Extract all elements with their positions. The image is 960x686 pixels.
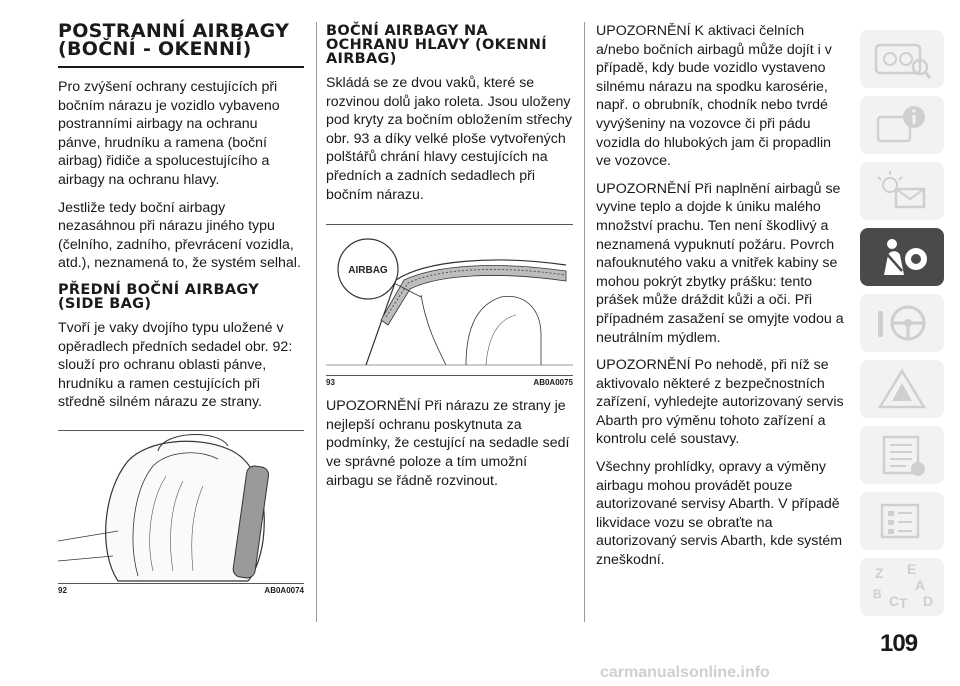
maintenance-list-icon [872, 433, 932, 477]
page-number: 109 [880, 630, 918, 657]
index-letter: A [915, 577, 926, 593]
index-letter: E [907, 562, 917, 577]
index-letter: C [889, 593, 900, 609]
subheading-front-side-bags: PŘEDNÍ BOČNÍ AIRBAGY (SIDE BAG) [58, 281, 260, 312]
warning-lights-icon [872, 169, 932, 213]
warning-paragraph: UPOZORNĚNÍ K aktivaci čelních a/nebo bočních airbagů může dojít i v případě, kdy bude vozidlo vystaveno silnému nárazu na spodku karosérie, např. o obrubník, chodník nebo tvrdé vyvýšeniny na vozovce či při pádu vozidla do hlubokých jam či propadlin ve vozovce. [596, 23, 832, 170]
figure-92 [58, 430, 304, 595]
steering-wheel-icon [872, 301, 932, 345]
section-heading-side-airbags: POSTRANNÍ AIRBAGY (BOČNÍ - OKENNÍ) [58, 20, 290, 60]
figure-caption [326, 378, 573, 387]
paragraph: Skládá se ze dvou vaků, které se rozvinou dolů jako roleta. Jsou uloženy pod kryty za bočním obložením střechy obr. 93 a díky velké ploše vytvořených polštářů chrání hlavy cestujících na předních a zadních sedadlech při bočním nárazu. [326, 75, 573, 203]
chapter-tab-index[interactable] [860, 558, 944, 616]
airbag-badge-label: AIRBAG [348, 265, 388, 277]
seatbelt-airbag-icon [872, 235, 932, 279]
chapter-tab-warnings[interactable] [860, 162, 944, 220]
heading-rule [58, 66, 304, 68]
warning-paragraph: UPOZORNĚNÍ Po nehodě, při níž se aktivovalo některé z bezpečnostních zařízení, vyhledejte autorizovaný servis Abarth pro výměnu tohoto zařízení a kontrolu celé soustavy. [596, 357, 844, 448]
technical-data-icon [872, 499, 932, 543]
chapter-tab-dashboard[interactable] [860, 30, 944, 88]
figure-bottom-rule [58, 583, 304, 584]
column-divider [316, 22, 317, 622]
paragraph: Tvoří je vaky dvojího typu uložené v opěradlech předních sedadel obr. 92: slouží pro ochranu oblasti pánve, hrudníku a ramen cestujících při středně silném nárazu ze strany. [58, 319, 293, 411]
column-middle [326, 22, 573, 499]
info-icon [872, 103, 932, 147]
window-airbag-illustration [326, 225, 573, 375]
section-heading-window-bags: BOČNÍ AIRBAGY NA OCHRANU HLAVY (OKENNÍ AIRBAG) [326, 23, 547, 67]
figure-code: AB0A0075 [533, 378, 573, 388]
chapter-sidebar [860, 30, 944, 624]
index-letter: B [873, 587, 882, 601]
figure-93 [326, 224, 573, 387]
emergency-road-icon [872, 367, 932, 411]
warning-paragraph: UPOZORNĚNÍ Při naplnění airbagů se vyvine teplo a dojde k úniku malého množství prachu. Ten není škodlivý a neznamená vypuknutí požáru. Povrch nafouknutého vaku a vnitřek kabiny se mohou pokrýt zbytky prášku: tento prášek může dráždit kůži a oči. Při případném zasažení se omyjte vodou a neutrálním mýdlem. [596, 180, 844, 346]
figure-code: AB0A0074 [264, 585, 304, 595]
paragraph: Pro zvýšení ochrany cestujících při bočním nárazu je vozidlo vybaveno postranními airbagy na ochranu pánve, hrudníku a ramena (boční airbag) řidiče a spolucestujícího a airbagy na ochranu hlavy. [58, 79, 280, 188]
column-divider [584, 22, 585, 622]
figure-number: 92 [58, 585, 67, 595]
paragraph: Jestliže tedy boční airbagy nezasáhnou při nárazu jiného typu (čelního, zadního, převrácení vozidla, atd.), neznamená to, že systém selhal. [58, 199, 301, 272]
alphabet-index-icon [867, 562, 937, 612]
chapter-tab-emergency[interactable] [860, 360, 944, 418]
index-letter: Z [875, 565, 884, 581]
index-letter: T [899, 595, 908, 611]
figure-bottom-rule [326, 375, 573, 376]
chapter-tab-info[interactable] [860, 96, 944, 154]
paragraph: Všechny prohlídky, opravy a výměny airbagu mohou provádět pouze autorizované servisy Abarth. V případě likvidace vozu se obraťte na autorizovaný servis Abarth, kde systém zneškodní. [596, 459, 843, 569]
chapter-tab-safety[interactable] [860, 228, 944, 286]
figure-number: 93 [326, 378, 335, 388]
watermark: carmanualsonline.info [600, 664, 770, 681]
chapter-tab-driving[interactable] [860, 294, 944, 352]
column-left [58, 22, 304, 595]
column-right [596, 22, 846, 579]
figure-caption [58, 586, 304, 595]
chapter-tab-technical-data[interactable] [860, 492, 944, 550]
seat-side-airbag-illustration [58, 431, 304, 583]
car-dashboard-icon [872, 37, 932, 81]
index-letter: D [923, 593, 934, 609]
warning-paragraph: UPOZORNĚNÍ Při nárazu ze strany je nejlepší ochranu poskytnuta za podmínky, že cestující na sedadle sedí ve správné poloze a tím umožní airbagu se řádně rozvinout. [326, 398, 570, 489]
chapter-tab-maintenance[interactable] [860, 426, 944, 484]
